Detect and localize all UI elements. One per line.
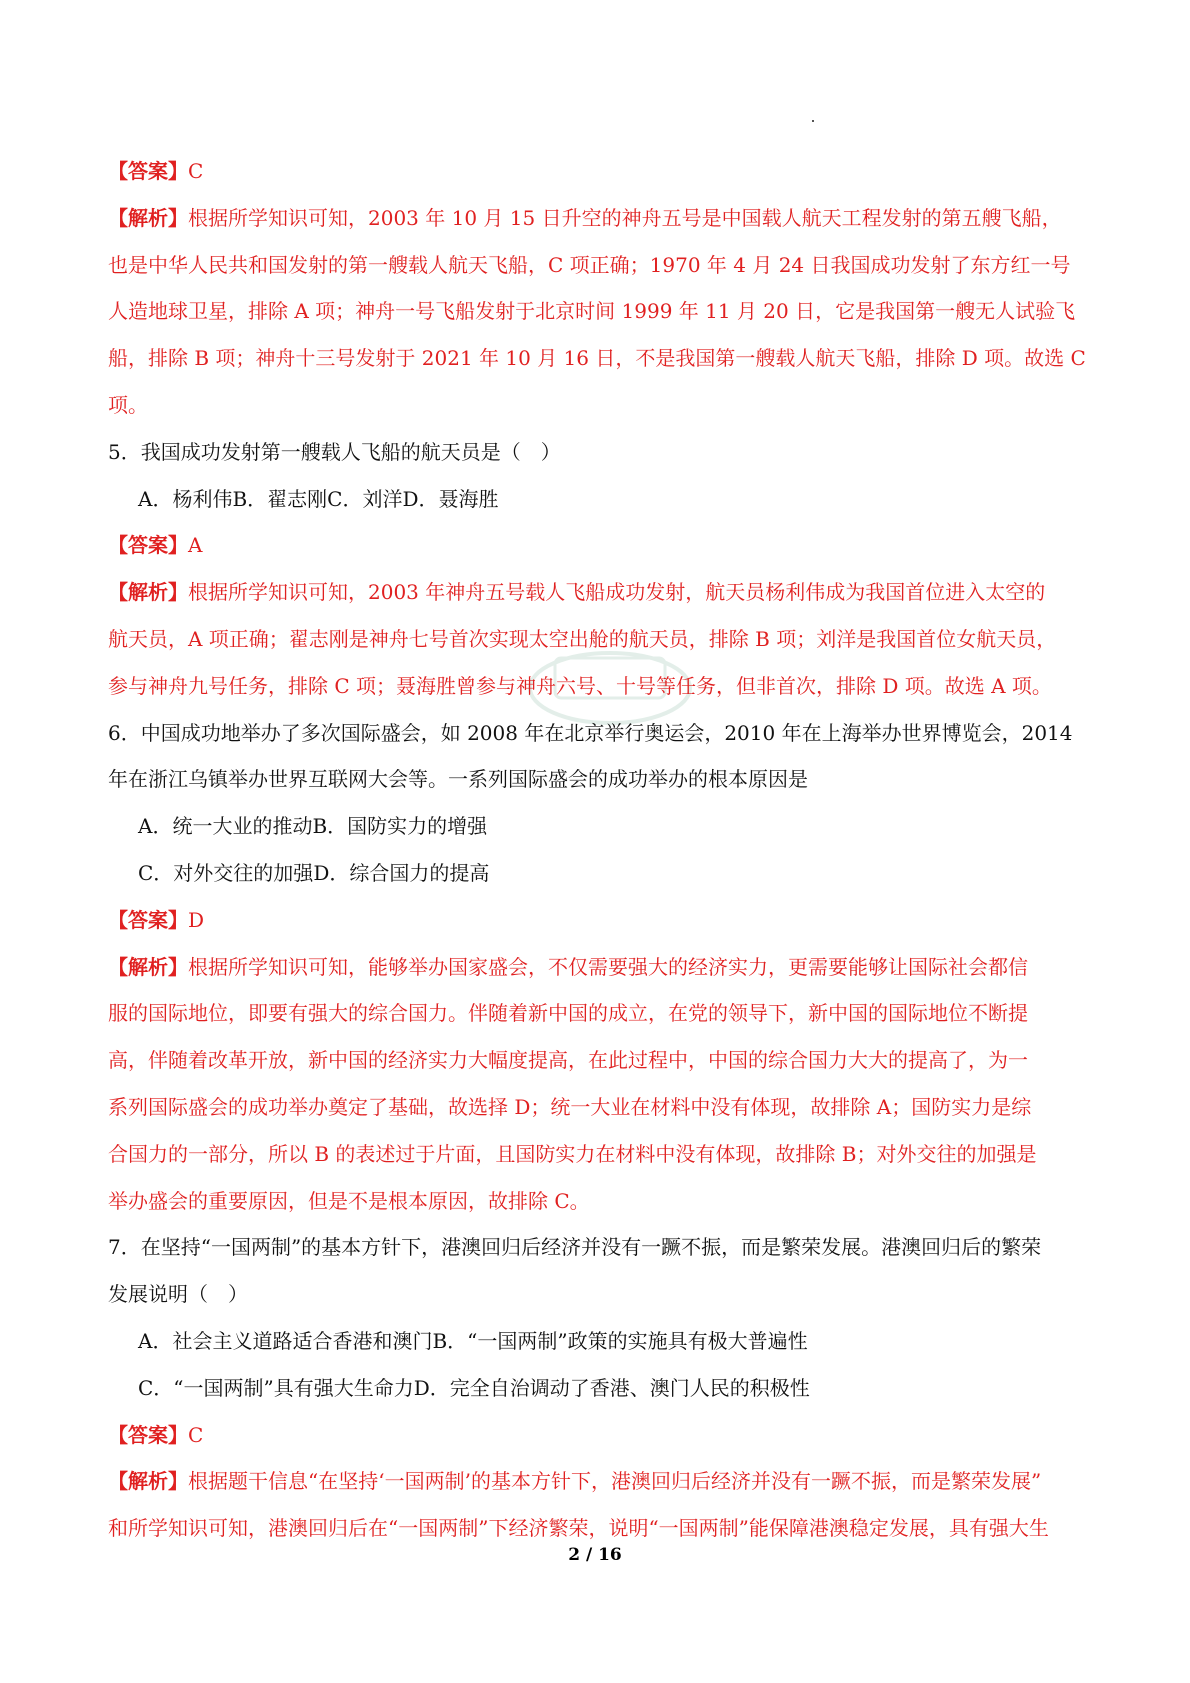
options-row (108, 803, 1082, 850)
option-item: D．综合国力的提高 (313, 860, 490, 885)
options-row (108, 1365, 1082, 1412)
answer-line (108, 1412, 1082, 1459)
analysis-line (108, 335, 1086, 382)
analysis-tag: 【解析】 (108, 954, 188, 979)
analysis-line (108, 944, 1082, 991)
answer-line (108, 148, 1082, 195)
analysis-text: 和所学知识可知，港澳回归后在“一国两制”下经济繁荣，说明“一国两制”能保障港澳稳定发展，具有强大生 (108, 1516, 1049, 1541)
analysis-text: 高，伴随着改革开放，新中国的经济实力大幅度提高，在此过程中，中国的综合国力大大的提高了，为一 (108, 1048, 1028, 1073)
analysis-tag: 【解析】 (108, 580, 188, 605)
analysis-text: 根据所学知识可知，2003 年 10 月 15 日升空的神舟五号是中国载人航天工程发射的第五艘飞船， (188, 205, 1062, 230)
analysis-line (108, 288, 1082, 335)
analysis-line (108, 195, 1082, 242)
analysis-text: 参与神舟九号任务，排除 C 项；聂海胜曾参与神舟六号、十号等任务，但非首次，排除 D 项。故选 A 项。 (108, 673, 1052, 698)
analysis-text: 船，排除 B 项；神舟十三号发射于 2021 年 10 月 16 日，不是我国第一艘载人航天飞船，排除 D 项。故选 C (108, 346, 1086, 371)
analysis-line (108, 1084, 1082, 1131)
question-line: 发展说明（ ） (108, 1282, 248, 1307)
analysis-text: 也是中华人民共和国发射的第一艘载人航天飞船，C 项正确；1970 年 4 月 24 日我国成功发射了东方红一号 (108, 252, 1071, 277)
analysis-text: 人造地球卫星，排除 A 项；神舟一号飞船发射于北京时间 1999 年 11 月 20 日，它是我国第一艘无人试验飞 (108, 299, 1076, 324)
option-item: D．聂海胜 (402, 486, 499, 511)
analysis-text: 合国力的一部分，所以 B 的表述过于片面，且国防实力在材料中没有体现，故排除 B；对外交往的加强是 (108, 1141, 1037, 1166)
answer-tag: 【答案】 (108, 907, 188, 932)
answer-tag: 【答案】 (108, 1422, 188, 1447)
option-item: A．社会主义道路适合香港和澳门 (138, 1328, 433, 1353)
analysis-line (108, 569, 1082, 616)
analysis-line (108, 616, 1082, 663)
option-item: C．对外交往的加强 (138, 860, 314, 885)
answer-line (108, 522, 1082, 569)
options-row (108, 850, 1082, 897)
option-item: D．完全自治调动了香港、澳门人民的积极性 (413, 1375, 810, 1400)
answer-value: C (188, 159, 204, 183)
page-number: 2 / 16 (568, 1545, 622, 1565)
analysis-line (108, 242, 1082, 289)
analysis-line (108, 1458, 1082, 1505)
analysis-line (108, 990, 1082, 1037)
answer-line (108, 897, 1082, 944)
option-item: A．统一大业的推动 (138, 814, 313, 839)
document-content (108, 148, 1086, 1552)
analysis-line (108, 663, 1082, 710)
option-item: B．国防实力的增强 (312, 814, 488, 839)
question-line: 7．在坚持“一国两制”的基本方针下，港澳回归后经济并没有一蹶不振，而是繁荣发展。港澳回归后的繁荣 (108, 1235, 1042, 1260)
option-item: B．“一国两制”政策的实施具有极大普遍性 (432, 1328, 808, 1353)
answer-tag: 【答案】 (108, 533, 188, 558)
analysis-line (108, 1037, 1082, 1084)
analysis-text: 举办盛会的重要原因，但是不是根本原因，故排除 C。 (108, 1188, 590, 1213)
analysis-line (108, 1178, 1082, 1225)
analysis-line (108, 1131, 1082, 1178)
analysis-text: 根据所学知识可知，2003 年神舟五号载人飞船成功发射，航天员杨利伟成为我国首位进入太空的 (188, 580, 1046, 605)
analysis-line (108, 382, 1082, 429)
answer-value: D (188, 907, 205, 932)
question-line: 年在浙江乌镇举办世界互联网大会等。一系列国际盛会的成功举办的根本原因是 (108, 767, 808, 792)
option-item: C．刘洋 (327, 486, 403, 511)
stray-dot (812, 120, 814, 122)
analysis-text: 项。 (108, 392, 148, 417)
analysis-text: 根据题干信息“在坚持‘一国两制’的基本方针下，港澳回归后经济并没有一蹶不振，而是繁荣发展” (188, 1469, 1042, 1494)
analysis-text: 服的国际地位，即要有强大的综合国力。伴随着新中国的成立，在党的领导下，新中国的国际地位不断提 (108, 1001, 1028, 1026)
answer-value: C (188, 1422, 204, 1447)
options-row (108, 1318, 1082, 1365)
analysis-text: 航天员，A 项正确；翟志刚是神舟七号首次实现太空出舱的航天员，排除 B 项；刘洋是我国首位女航天员， (108, 626, 1057, 651)
analysis-text: 根据所学知识可知，能够举办国家盛会，不仅需要强大的经济实力，更需要能够让国际社会都信 (188, 954, 1028, 979)
analysis-tag: 【解析】 (108, 205, 188, 230)
analysis-tag: 【解析】 (108, 1469, 188, 1494)
answer-value: A (188, 533, 203, 558)
options-row (108, 476, 1082, 523)
answer-tag: 【答案】 (108, 159, 188, 183)
question-line: 5．我国成功发射第一艘载人飞船的航天员是（ ） (108, 439, 561, 464)
analysis-text: 系列国际盛会的成功举办奠定了基础，故选择 D；统一大业在材料中没有体现，故排除 A；国防实力是综 (108, 1094, 1032, 1119)
option-item: A．杨利伟 (138, 486, 233, 511)
option-item: C．“一国两制”具有强大生命力 (138, 1375, 414, 1400)
option-item: B．翟志刚 (232, 486, 328, 511)
question-line: 6．中国成功地举办了多次国际盛会，如 2008 年在北京举行奥运会，2010 年在上海举办世界博览会，2014 (108, 720, 1073, 745)
